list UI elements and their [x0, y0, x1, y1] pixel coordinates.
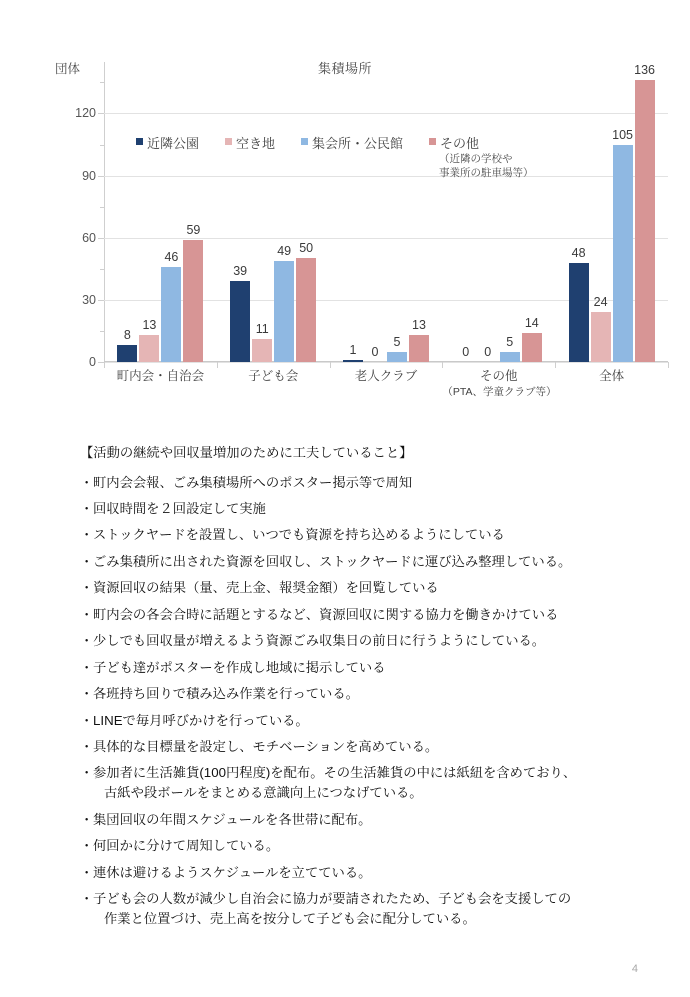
bar-group — [104, 72, 217, 362]
bar-value-label: 136 — [634, 63, 656, 78]
note-text: 連休は避けるようスケジュールを立てている。 — [93, 864, 372, 880]
bar-value-label: 50 — [299, 241, 314, 256]
legend-entry[interactable] — [429, 133, 534, 179]
notes-list — [80, 473, 660, 929]
x-axis-category-label — [442, 368, 555, 399]
note-text: 少しでも回収量が増えるよう資源ごみ収集日の前日に行うようにしている。 — [93, 633, 546, 649]
bar[interactable] — [569, 263, 589, 362]
bar-value-label: 46 — [164, 249, 179, 264]
bullet-icon: ・ — [80, 686, 94, 702]
legend-entry[interactable] — [301, 133, 403, 152]
note-text: 回収時間を２回設定して実施 — [93, 501, 266, 517]
y-axis-minor-tick-mark — [100, 331, 104, 332]
legend-swatch-icon — [429, 138, 436, 145]
bullet-icon: ・ — [80, 527, 94, 543]
note-text: ストックヤードを設置し、いつでも資源を持ち込めるようにしている — [93, 527, 505, 543]
bar[interactable] — [500, 352, 520, 362]
x-axis-category-label — [104, 368, 217, 385]
bullet-icon: ・ — [80, 580, 94, 596]
bar[interactable] — [252, 339, 272, 362]
bar[interactable] — [161, 267, 181, 362]
x-axis-category-sublabel: （PTA、学童クラブ等） — [442, 385, 557, 398]
y-axis-tick-label: 90 — [82, 168, 96, 183]
x-axis-category-label-main: 子ども会 — [248, 369, 299, 383]
bullet-icon: ・ — [80, 553, 94, 569]
y-axis-tick-label: 60 — [82, 230, 96, 245]
note-item — [80, 525, 660, 545]
note-text: ごみ集積所に出された資源を回収し、ストックヤードに運び込み整理している。 — [93, 553, 572, 569]
bar[interactable] — [635, 80, 655, 362]
bar-value-label: 0 — [371, 345, 379, 359]
bar-value-label: 8 — [123, 328, 131, 343]
note-text: 何回かに分けて周知している。 — [93, 838, 280, 854]
legend-label: その他 — [440, 136, 480, 151]
note-item — [80, 473, 660, 493]
bar[interactable] — [296, 258, 316, 362]
bar-group — [330, 72, 443, 362]
y-axis-tick-mark — [98, 362, 104, 363]
bullet-icon: ・ — [80, 838, 94, 854]
bar-value-label: 5 — [506, 334, 514, 349]
note-text: 集団回収の年間スケジュールを各世帯に配布。 — [93, 811, 372, 827]
note-text-continuation: 古紙や段ボールをまとめる意識向上につなげている。 — [104, 785, 423, 801]
note-text: 各班持ち回りで積み込み作業を行っている。 — [93, 686, 359, 702]
bar-value-label: 49 — [277, 243, 292, 258]
note-text-continuation: 作業と位置づけ、売上高を按分して子ども会に配分している。 — [104, 911, 476, 927]
notes-heading: 【活動の継続や回収量増加のために工夫していること】 — [80, 445, 413, 460]
chart-title: 集積場所 — [317, 61, 372, 76]
bar-value-label: 105 — [612, 127, 634, 142]
legend-note-line: 事業所の駐車場等） — [439, 166, 534, 179]
chart-legend — [136, 133, 534, 179]
x-axis-tick-mark — [668, 362, 669, 368]
bar-value-label: 24 — [593, 295, 608, 310]
x-axis-category-label — [555, 368, 668, 385]
bar-value-label: 1 — [349, 342, 357, 357]
x-axis-category-label — [330, 368, 443, 385]
bar-group — [555, 63, 668, 362]
legend-label: 近隣公園 — [147, 136, 200, 151]
y-axis-minor-tick-mark — [100, 269, 104, 270]
x-axis-category-label-main: その他 — [480, 369, 518, 383]
bar[interactable] — [343, 360, 363, 362]
legend-label: 集会所・公民館 — [312, 136, 404, 151]
note-item — [80, 552, 660, 572]
note-item — [80, 605, 660, 625]
x-axis-category-label-main: 全体 — [599, 369, 625, 383]
y-axis-unit-label: 団体 — [55, 62, 81, 76]
bar[interactable] — [591, 312, 611, 362]
chart-figure — [0, 0, 690, 420]
note-item — [80, 631, 660, 651]
bar[interactable] — [387, 352, 407, 362]
y-axis-minor-tick-mark — [100, 207, 104, 208]
bullet-icon: ・ — [80, 606, 94, 622]
bar-value-label: 0 — [462, 345, 470, 359]
x-axis-category-label-main: 老人クラブ — [354, 369, 418, 383]
y-axis-tick-mark — [98, 300, 104, 301]
bar[interactable] — [274, 261, 294, 363]
note-text: 町内会の各会合時に話題とするなど、資源回収に関する協力を働きかけている — [93, 606, 559, 622]
legend-label: 空き地 — [236, 136, 276, 151]
bullet-icon: ・ — [80, 633, 94, 649]
bar[interactable] — [230, 281, 250, 362]
note-item — [80, 836, 660, 856]
bar-value-label: 11 — [255, 322, 269, 337]
bullet-icon: ・ — [80, 501, 94, 517]
y-axis-tick-mark — [98, 176, 104, 177]
bullet-icon: ・ — [80, 659, 94, 675]
note-item — [80, 499, 660, 519]
legend-note-line: （近隣の学校や — [439, 153, 513, 165]
note-item — [80, 737, 660, 757]
bar-group — [442, 72, 555, 362]
legend-swatch-icon — [136, 138, 143, 145]
note-item — [80, 810, 660, 830]
note-item — [80, 658, 660, 678]
x-axis-category-label-main: 町内会・自治会 — [116, 369, 205, 383]
bar-value-label: 13 — [412, 318, 426, 333]
y-axis-minor-tick-mark — [100, 145, 104, 146]
bullet-icon: ・ — [80, 712, 94, 728]
bar-value-label: 13 — [142, 318, 157, 333]
gridline — [104, 362, 668, 363]
note-text: 子ども達がポスターを作成し地域に掲示している — [93, 659, 386, 675]
bullet-icon: ・ — [80, 738, 94, 754]
bar-value-label: 39 — [233, 264, 248, 279]
y-axis-minor-tick-mark — [100, 82, 104, 83]
bullet-icon: ・ — [80, 765, 94, 781]
legend-swatch-icon — [225, 138, 232, 145]
bar[interactable] — [613, 145, 633, 363]
y-axis-tick-label: 0 — [89, 355, 96, 369]
y-axis-tick-labels — [40, 72, 96, 369]
bullet-icon: ・ — [80, 474, 94, 490]
legend-note — [439, 153, 534, 180]
note-item — [80, 889, 660, 929]
page-number: 4 — [631, 963, 638, 975]
bar-value-label: 5 — [393, 334, 401, 349]
note-item — [80, 684, 660, 704]
note-text: 参加者に生活雑貨(100円程度)を配布。その生活雑貨の中には紙紐を含めており、 古紙や段ボールをまとめる意識向上につなげている。 — [93, 763, 660, 803]
bar-group — [217, 72, 330, 362]
y-axis-tick-label: 120 — [75, 106, 96, 121]
bar-value-label: 48 — [571, 245, 586, 260]
note-item — [80, 578, 660, 598]
x-axis-category-label — [217, 368, 330, 385]
bullet-icon: ・ — [80, 811, 94, 827]
note-text: 子ども会の人数が減少し自治会に協力が要請されたため、子ども会を支援しての 作業と位置づけ、売上高を按分して子ども会に配分している。 — [93, 889, 660, 929]
note-item — [80, 711, 660, 731]
bar[interactable] — [409, 335, 429, 362]
legend-entry[interactable] — [225, 133, 275, 152]
bar-value-label: 0 — [484, 345, 492, 359]
note-text: LINEで毎月呼びかけを行っている。 — [93, 712, 309, 728]
note-text: 町内会会報、ごみ集積場所へのポスター掲示等で周知 — [93, 474, 413, 490]
note-text: 資源回収の結果（量、売上金、報奨金額）を回覧している — [93, 580, 439, 596]
bar-value-label: 14 — [524, 316, 539, 330]
y-axis-tick-mark — [98, 238, 104, 239]
bar[interactable] — [522, 333, 542, 362]
bar[interactable] — [139, 335, 159, 362]
bullet-icon: ・ — [80, 891, 94, 907]
y-axis-tick-mark — [98, 113, 104, 114]
note-item — [80, 863, 660, 883]
bar[interactable] — [183, 240, 203, 362]
bar-value-label: 59 — [186, 222, 201, 237]
bar[interactable] — [117, 345, 137, 362]
note-item — [80, 763, 660, 803]
y-axis-tick-label: 30 — [82, 292, 96, 307]
bullet-icon: ・ — [80, 864, 94, 880]
notes-block — [80, 443, 660, 935]
legend-entry[interactable] — [136, 133, 199, 152]
legend-swatch-icon — [301, 138, 308, 145]
note-text: 具体的な目標量を設定し、モチベーションを高めている。 — [93, 738, 439, 754]
